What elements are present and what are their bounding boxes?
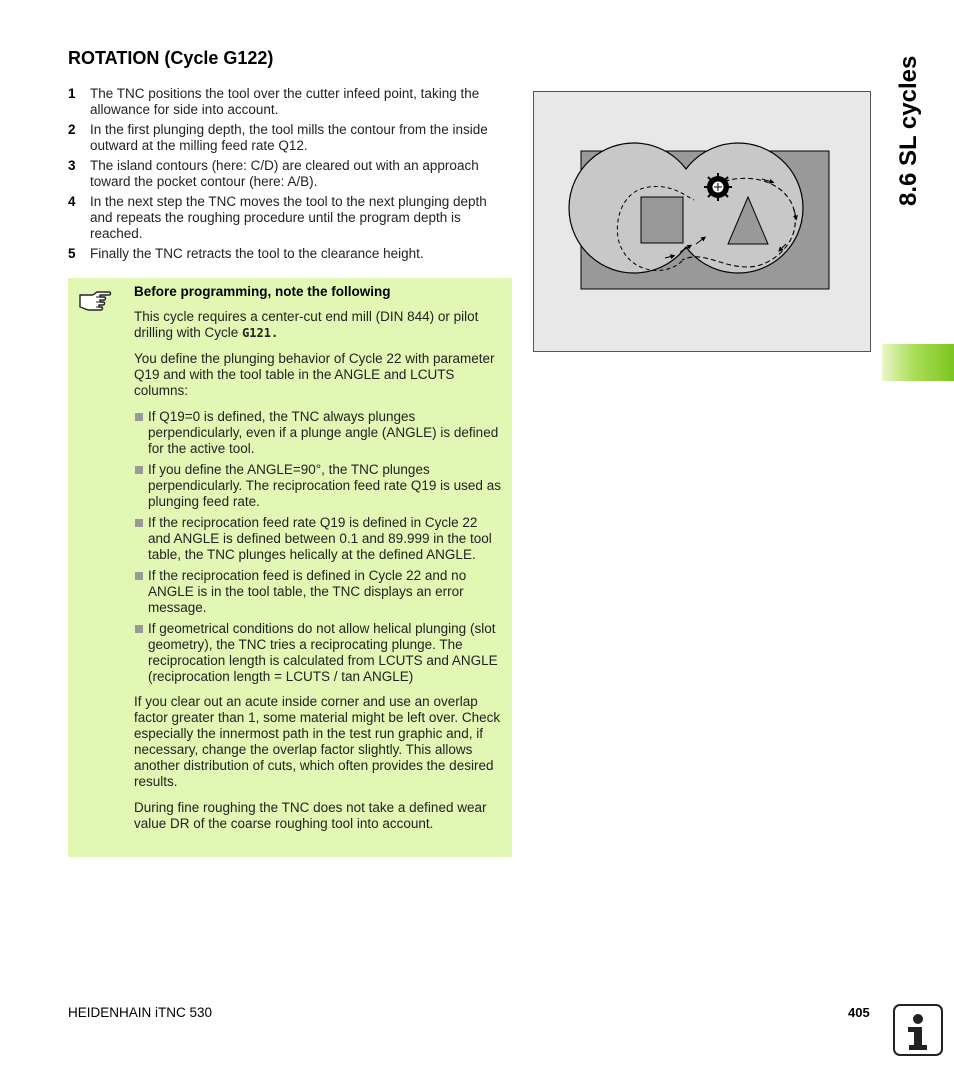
square-bullet-icon bbox=[135, 466, 143, 474]
bullet-text: If the reciprocation feed rate Q19 is defined in Cycle 22 and ANGLE is defined between 0.1 and 89.999 in the tool table, the TNC plunges helically at the defined ANGLE. bbox=[148, 515, 492, 562]
note-text: This cycle requires a center-cut end mill (DIN 844) or pilot drilling with Cycle bbox=[134, 309, 479, 340]
bullet-item bbox=[134, 621, 502, 685]
step-item bbox=[68, 86, 512, 118]
step-number: 3 bbox=[68, 158, 76, 173]
step-item bbox=[68, 194, 512, 242]
square-bullet-icon bbox=[135, 413, 143, 421]
note-bullet-list bbox=[134, 409, 502, 685]
bullet-item bbox=[134, 462, 502, 510]
note-paragraph bbox=[134, 309, 502, 341]
step-number: 5 bbox=[68, 246, 76, 261]
bullet-text: If Q19=0 is defined, the TNC always plunges perpendicularly, even if a plunge angle (ANGLE) is defined for the active tool. bbox=[148, 409, 499, 456]
note-title: Before programming, note the following bbox=[134, 284, 391, 299]
note-paragraph: You define the plunging behavior of Cycle 22 with parameter Q19 and with the tool table in the ANGLE and LCUTS columns: bbox=[134, 351, 495, 398]
note-paragraph: During fine roughing the TNC does not take a defined wear value DR of the coarse roughing tool into account. bbox=[134, 800, 487, 831]
note-paragraph: If you clear out an acute inside corner and use an overlap factor greater than 1, some material might be left over. Check especially the innermost path in the test run graphic and, if necessary, change the overlap factor slightly. This allows another distribution of cuts, which often provides the desired results. bbox=[134, 694, 501, 789]
step-item bbox=[68, 158, 512, 190]
step-text: The island contours (here: C/D) are cleared out with an approach toward the pocket contour (here: A/B). bbox=[90, 158, 479, 189]
step-text: Finally the TNC retracts the tool to the clearance height. bbox=[90, 246, 424, 261]
island-square bbox=[641, 197, 683, 243]
bullet-text: If you define the ANGLE=90°, the TNC plunges perpendicularly. The reciprocation feed rate Q19 is used as plunging feed rate. bbox=[148, 462, 501, 509]
step-text: In the next step the TNC moves the tool to the next plunging depth and repeats the roughing procedure until the program depth is reached. bbox=[90, 194, 487, 241]
step-item bbox=[68, 246, 512, 262]
section-heading: ROTATION (Cycle G122) bbox=[68, 48, 274, 68]
cycle-code: G121. bbox=[242, 326, 279, 340]
chapter-tab bbox=[882, 344, 954, 381]
step-text: In the first plunging depth, the tool mills the contour from the inside outward at the milling feed rate Q12. bbox=[90, 122, 488, 153]
step-number: 4 bbox=[68, 194, 76, 209]
procedure-steps bbox=[68, 86, 512, 266]
square-bullet-icon bbox=[135, 572, 143, 580]
bullet-item bbox=[134, 568, 502, 616]
step-number: 2 bbox=[68, 122, 76, 137]
step-number: 1 bbox=[68, 86, 76, 101]
bullet-text: If the reciprocation feed is defined in Cycle 22 and no ANGLE is in the tool table, the TNC displays an error message. bbox=[148, 568, 467, 615]
roughing-diagram-graphic bbox=[534, 92, 870, 351]
milling-cutter-icon bbox=[704, 173, 732, 201]
square-bullet-icon bbox=[135, 519, 143, 527]
pointing-hand-icon bbox=[78, 286, 112, 312]
step-item bbox=[68, 122, 512, 154]
chapter-side-title: 8.6 SL cycles bbox=[895, 55, 922, 206]
info-glyph bbox=[895, 1006, 941, 1054]
page-number: 405 bbox=[848, 1005, 870, 1020]
bullet-item bbox=[134, 409, 502, 457]
step-text: The TNC positions the tool over the cutter infeed point, taking the allowance for side into account. bbox=[90, 86, 480, 117]
info-icon[interactable] bbox=[893, 1004, 943, 1056]
square-bullet-icon bbox=[135, 625, 143, 633]
programming-note-box bbox=[68, 278, 512, 857]
roughing-diagram bbox=[533, 91, 871, 352]
footer-product: HEIDENHAIN iTNC 530 bbox=[68, 1005, 213, 1020]
bullet-text: If geometrical conditions do not allow helical plunging (slot geometry), the TNC tries a reciprocating plunge. The reciprocation length is calculated from LCUTS and ANGLE (reciprocation length = LCUTS / tan ANGLE) bbox=[148, 621, 498, 684]
bullet-item bbox=[134, 515, 502, 563]
